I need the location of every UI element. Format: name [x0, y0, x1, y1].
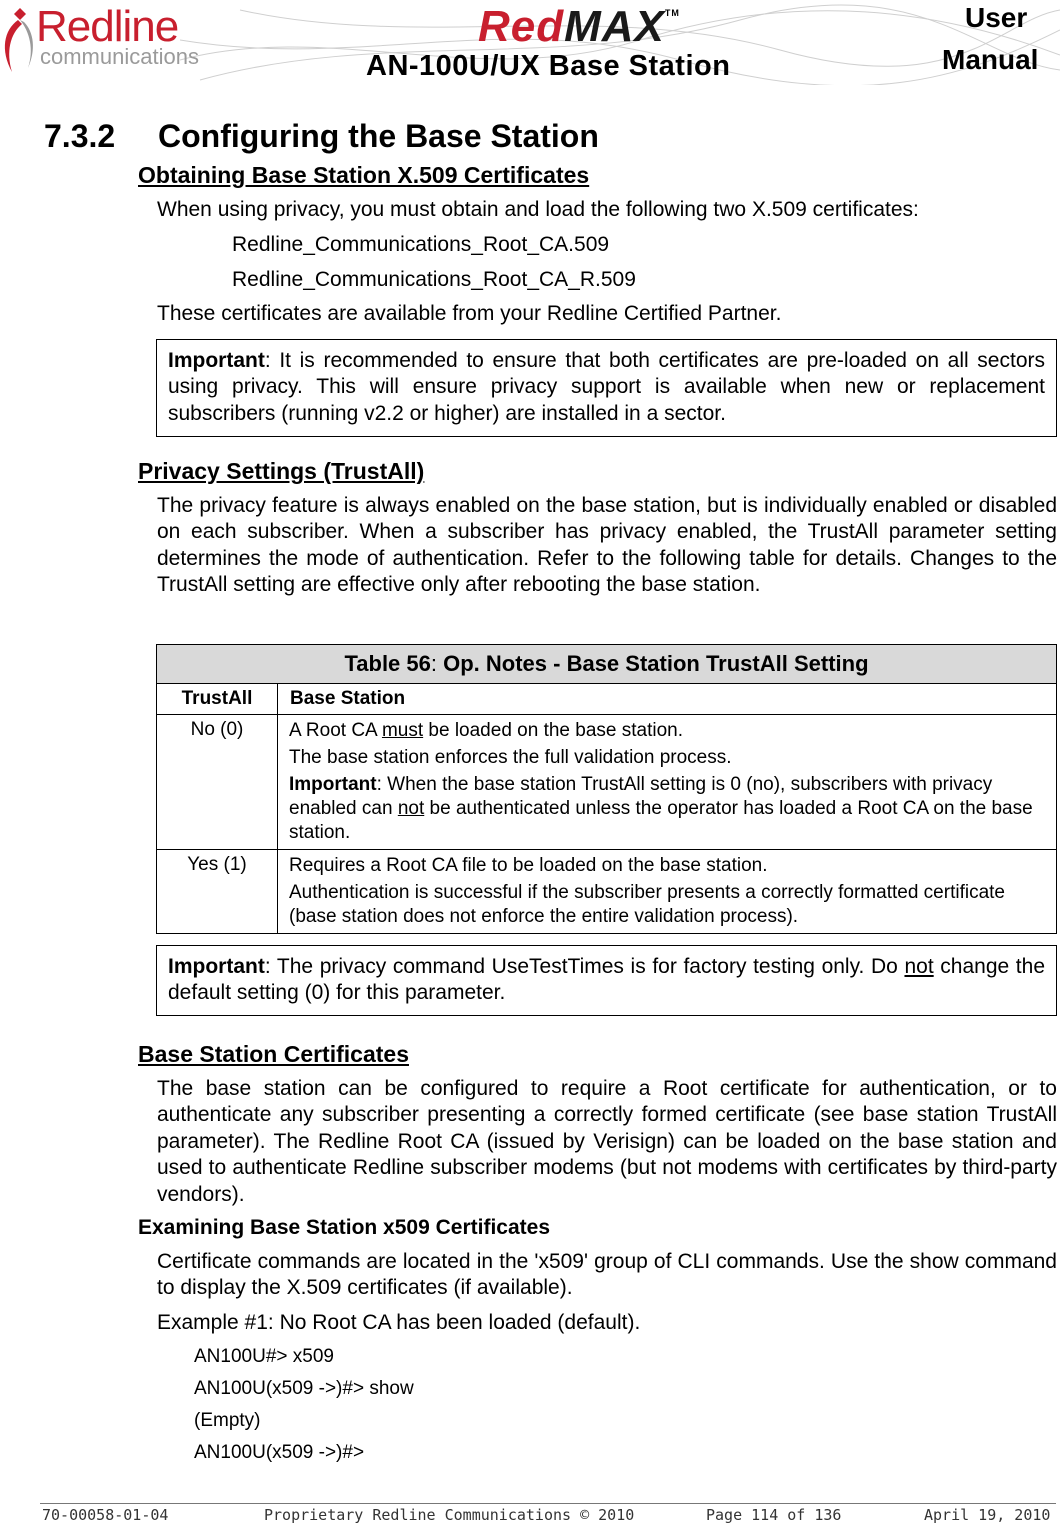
col-header-trustall: TrustAll: [157, 684, 278, 715]
example-caption: Example #1: No Root CA has been loaded (default).: [157, 1311, 641, 1334]
privacy-body: The privacy feature is always enabled on the base station, but is individually enabled or disabled on each subscriber. When a subscriber has privacy enabled, the TrustAll parameter setting determines the mode of authentication. Refer to the following table for details. Changes to the TrustAll setting are effective only after rebooting the base station.: [157, 494, 1057, 597]
manual-label-line1: User: [965, 2, 1028, 33]
important-label: Important: [289, 774, 377, 795]
row-line: Requires a Root CA file to be loaded on the base station.: [289, 855, 768, 876]
certificates-body: The base station can be configured to require a Root certificate for authentication, or to authenticate any subscriber presenting a correctly formed certificate (see base station TrustAll parameter). The Redline Root CA (issued by Verisign) can be loaded on the base station and used to authenticate Redline subscriber modems (but not modems with certificates by third-party vendors).: [157, 1077, 1057, 1206]
footer-divider: [40, 1503, 1056, 1504]
row-key: No (0): [157, 715, 278, 850]
logo-wordmark: Redline: [36, 2, 179, 51]
note-label: Important: [168, 955, 265, 978]
note-text: change the default setting (0) for this parameter.: [168, 955, 1045, 1005]
caption-title: Op. Notes - Base Station TrustAll Setting: [443, 651, 869, 676]
table-row: [157, 715, 1057, 850]
text-span: : When the base station TrustAll setting is 0 (no), subscribers with privacy enabled can: [289, 774, 993, 819]
row-line: Authentication is successful if the subscriber presents a correctly formatted certificate (base station does not enforce the entire validation process).: [289, 882, 1005, 927]
text-span: A Root CA: [289, 720, 382, 741]
note-text: : The privacy command UseTestTimes is for factory testing only. Do: [264, 955, 905, 978]
examining-body: Certificate commands are located in the 'x509' group of CLI commands. Use the show command to display the X.509 certificates (if available).: [157, 1250, 1057, 1300]
section-title: Configuring the Base Station: [158, 118, 599, 154]
certificates-heading: Base Station Certificates: [138, 1041, 409, 1067]
brand-tm: TM: [664, 8, 680, 18]
emphasis: must: [381, 720, 424, 741]
row-line: The base station enforces the full validation process.: [289, 747, 732, 768]
note-label: Important: [168, 349, 265, 372]
caption-prefix: Table 56: [344, 651, 431, 676]
obtaining-heading: Obtaining Base Station X.509 Certificates: [138, 162, 590, 188]
brand-black: MAX: [564, 2, 665, 51]
row-line: [289, 773, 1046, 845]
product-title: AN-100U/UX Base Station: [366, 50, 731, 82]
redline-logo-icon: [0, 6, 40, 76]
manual-label-line2: Manual: [942, 44, 1039, 75]
footer-page-number: Page 114 of 136: [706, 1506, 842, 1524]
privacy-heading: Privacy Settings (TrustAll): [138, 458, 425, 484]
table-caption: [157, 645, 1057, 684]
emphasis: not: [397, 798, 425, 819]
text-span: be loaded on the base station.: [423, 720, 684, 741]
row-description: [278, 715, 1057, 850]
caption-separator: :: [430, 651, 444, 676]
code-line: AN100U(x509 ->)#> show: [194, 1378, 414, 1399]
row-description: [278, 850, 1057, 934]
row-key: Yes (1): [157, 850, 278, 934]
logo-subtitle: communications: [40, 44, 199, 69]
cert-name-1: Redline_Communications_Root_CA.509: [232, 233, 610, 256]
obtaining-intro: When using privacy, you must obtain and load the following two X.509 certificates:: [157, 198, 919, 221]
footer-date: April 19, 2010: [924, 1506, 1051, 1524]
redmax-brand: [478, 2, 680, 52]
obtaining-availability: These certificates are available from your Redline Certified Partner.: [157, 302, 782, 325]
brand-red: Red: [478, 2, 565, 51]
examining-heading: Examining Base Station x509 Certificates: [138, 1216, 550, 1239]
col-header-base-station: Base Station: [278, 684, 1057, 715]
cert-name-2: Redline_Communications_Root_CA_R.509: [232, 268, 636, 291]
code-line: (Empty): [194, 1410, 261, 1431]
emphasis: not: [904, 955, 934, 978]
table-row: [157, 850, 1057, 934]
section-heading: [44, 118, 599, 155]
code-line: AN100U(x509 ->)#>: [194, 1442, 365, 1463]
code-line: AN100U#> x509: [194, 1346, 334, 1367]
note-text: : It is recommended to ensure that both certificates are pre-loaded on all sectors using privacy. This will ensure privacy support is available when new or replacement subscribers (running v2.2 or higher) are installed in a sector.: [168, 349, 1045, 425]
important-note-2: [156, 945, 1057, 1016]
footer-doc-id: 70-00058-01-04: [42, 1506, 169, 1524]
section-number: 7.3.2: [44, 118, 116, 154]
row-line: [289, 719, 1046, 743]
text-span: be authenticated unless the operator has loaded a Root CA on the base station.: [289, 798, 1033, 843]
footer-copyright: Proprietary Redline Communications © 2010: [264, 1506, 635, 1524]
important-note-1: [156, 339, 1057, 437]
trustall-table: [156, 644, 1057, 934]
